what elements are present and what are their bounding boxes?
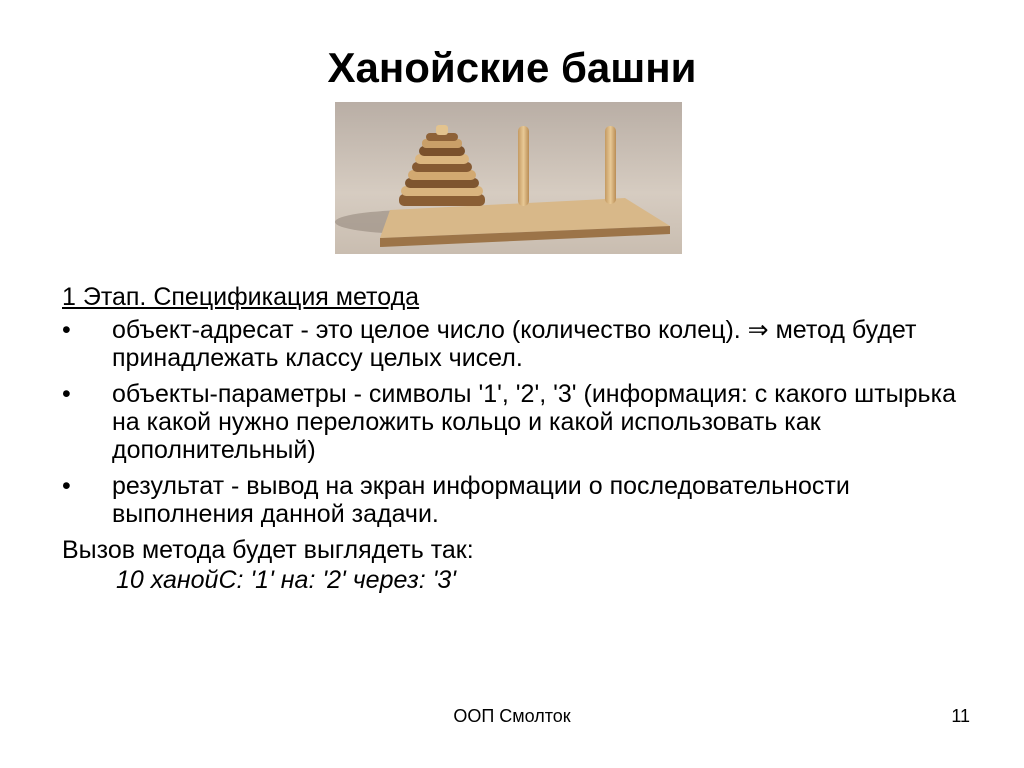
bullet-marker: • xyxy=(62,316,71,344)
bullet-text: результат - вывод на экран информации о последовательности выполнения данной задачи. xyxy=(112,472,850,528)
footer-text: ООП Смолток xyxy=(453,706,571,726)
bullet-text: объекты-параметры - символы '1', '2', '3' (информация: с какого штырька на какой нужно переложить кольцо и какой использовать как дополнительный) xyxy=(112,380,956,464)
slide-body xyxy=(62,283,982,594)
bullet-list xyxy=(62,316,982,528)
bullet-marker: • xyxy=(62,380,71,408)
bullet-text: объект-адресат - это целое число (количество колец). ⇒ метод будет принадлежать классу целых чисел. xyxy=(112,316,917,372)
call-description: Вызов метода будет выглядеть так: xyxy=(62,536,474,564)
code-example: 10 ханойС: '1' на: '2' через: '3' xyxy=(116,566,457,594)
list-item xyxy=(62,472,982,528)
bullet-marker: • xyxy=(62,472,71,500)
page-number: 11 xyxy=(951,706,970,726)
list-item xyxy=(62,380,982,464)
slide-title: Ханойские башни xyxy=(327,44,697,91)
list-item xyxy=(62,316,982,372)
tower-of-hanoi-photo xyxy=(335,102,682,254)
section-heading: 1 Этап. Спецификация метода xyxy=(62,283,420,311)
